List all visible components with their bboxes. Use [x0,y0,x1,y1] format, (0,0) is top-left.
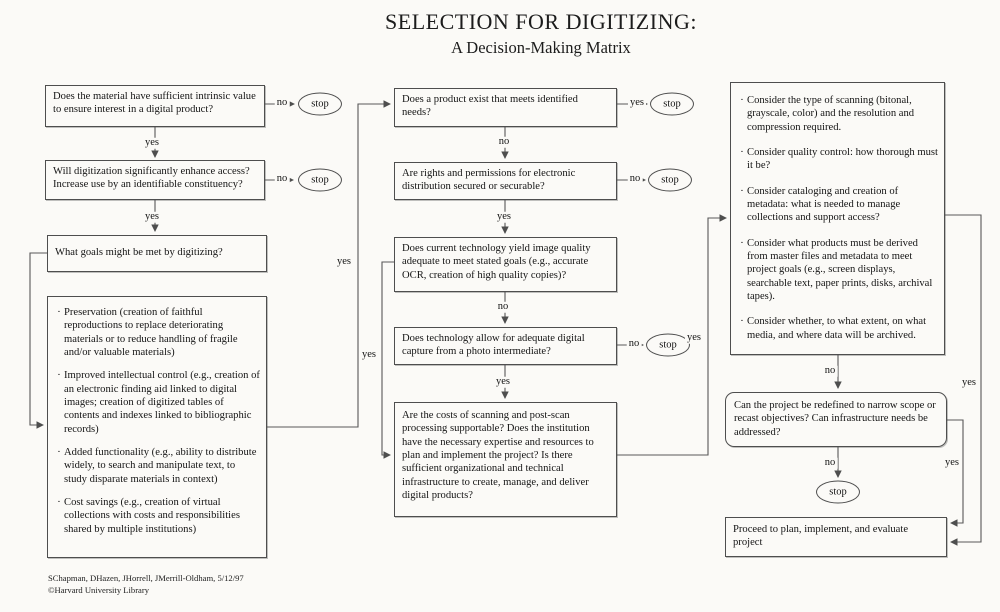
list-item [737,237,938,304]
bullet-icon: · [740,236,744,249]
edge-label-no: no [498,135,510,147]
question-box-intrinsic-value: Does the material have sufficient intrinsic value to ensure interest in a digital product? [45,85,265,127]
edge-label-yes: yes [496,375,510,387]
edge-label-yes: yes [497,210,511,222]
edge-label-no: no [497,300,509,312]
bullet-icon: · [740,146,744,159]
question-box-photo-intermediate: Does technology allow for adequate digital capture from a photo intermediate? [394,327,617,365]
edge-label-yes: yes [145,210,159,222]
stop-terminator: stop [298,93,342,116]
question-box-costs: Are the costs of scanning and post-scan processing supportable? Does the institution have the necessary expertise and resources to plan and implement the project? Is there sufficient organizational and technical infrastructure to create, manage, and deliver digital products? [394,402,617,517]
stop-terminator: stop [298,169,342,192]
bullet-icon: · [740,184,744,197]
question-box-enhance-access: Will digitization significantly enhance access? Increase use by an identifiable constituency? [45,160,265,200]
list-item-text: Cost savings (e.g., creation of virtual collections with costs and responsibilities shared by multiple institutions) [64,497,240,535]
list-item-text: Consider cataloging and creation of metadata: what is needed to manage collections and support access? [747,185,901,224]
list-item [737,146,938,173]
list-item [737,94,938,134]
edge-label-yes: yes [945,456,959,468]
bullet-icon: · [57,306,61,318]
bullet-icon: · [57,496,61,509]
edge-label-no: no [628,337,640,349]
list-item [737,185,938,225]
page-title: SELECTION FOR DIGITIZING: [385,9,697,34]
list-item-text: Preservation (creation of faithful reproductions to replace deteriorating materials or to reduce handling of fragile and/or valuable materials) [64,307,238,359]
list-item-text: Improved intellectual control (e.g., creation of an electronic finding aid linked to digital images; creation of digitized tables of contents and indexes linked to bibliographic records) [64,370,260,435]
list-item [54,496,260,536]
credits-line: SChapman, DHazen, JHorrell, JMerrill-Oldham, 5/12/97 [48,573,244,583]
edge-label-yes: yes [630,96,644,108]
goals-list-box [47,296,267,558]
list-item [54,306,260,359]
copyright-line: ©Harvard University Library [48,585,150,596]
bullet-icon: · [740,94,744,106]
proceed-box: Proceed to plan, implement, and evaluate project [725,517,947,557]
edge-label-yes: yes [337,255,351,267]
edge-label-no: no [824,456,836,468]
edge-label-no: no [824,364,836,376]
edge-label-no: no [276,96,288,108]
edge-label-no: no [629,172,641,184]
list-item-text: Consider the type of scanning (bitonal, grayscale, color) and the resolution and compression required. [747,95,915,133]
bullet-icon: · [57,446,61,459]
question-box-image-quality: Does current technology yield image quality adequate to meet stated goals (e.g., accurate OCR, creation of high quality copies)? [394,237,617,292]
stop-terminator: stop [646,334,690,357]
credits-footer [48,572,244,597]
bullet-icon: · [57,369,61,382]
edge-label-yes: yes [962,376,976,388]
question-box-product-exists: Does a product exist that meets identified needs? [394,88,617,127]
edge-label-yes: yes [687,331,701,343]
list-item-text: Consider quality control: how thorough must it be? [747,147,938,172]
list-item-text: Added functionality (e.g., ability to distribute widely, to search and manipulate text, to study disparate materials in context) [64,447,257,485]
question-box-redefine: Can the project be redefined to narrow scope or recast objectives? Can infrastructure needs be addressed? [725,392,947,447]
question-box-rights: Are rights and permissions for electronic distribution secured or securable? [394,162,617,200]
stop-terminator: stop [816,481,860,504]
edge-label-no: no [276,172,288,184]
bullet-icon: · [740,315,744,328]
stop-terminator: stop [650,93,694,116]
question-box-goals: What goals might be met by digitizing? [47,235,267,272]
stop-terminator: stop [648,169,692,192]
page-subtitle: A Decision-Making Matrix [451,38,631,57]
list-item [54,446,260,486]
list-item-text: Consider what products must be derived from master files and metadata to meet project goals (e.g., screen displays, searchable text, paper prints, disks, archival tapes). [747,237,933,303]
edge-label-yes: yes [362,348,376,360]
considerations-list-box [730,82,945,355]
list-item [737,315,938,342]
edge-label-yes: yes [145,136,159,148]
list-item [54,369,260,436]
list-item-text: Consider whether, to what extent, on what media, and where data will be archived. [747,316,927,341]
